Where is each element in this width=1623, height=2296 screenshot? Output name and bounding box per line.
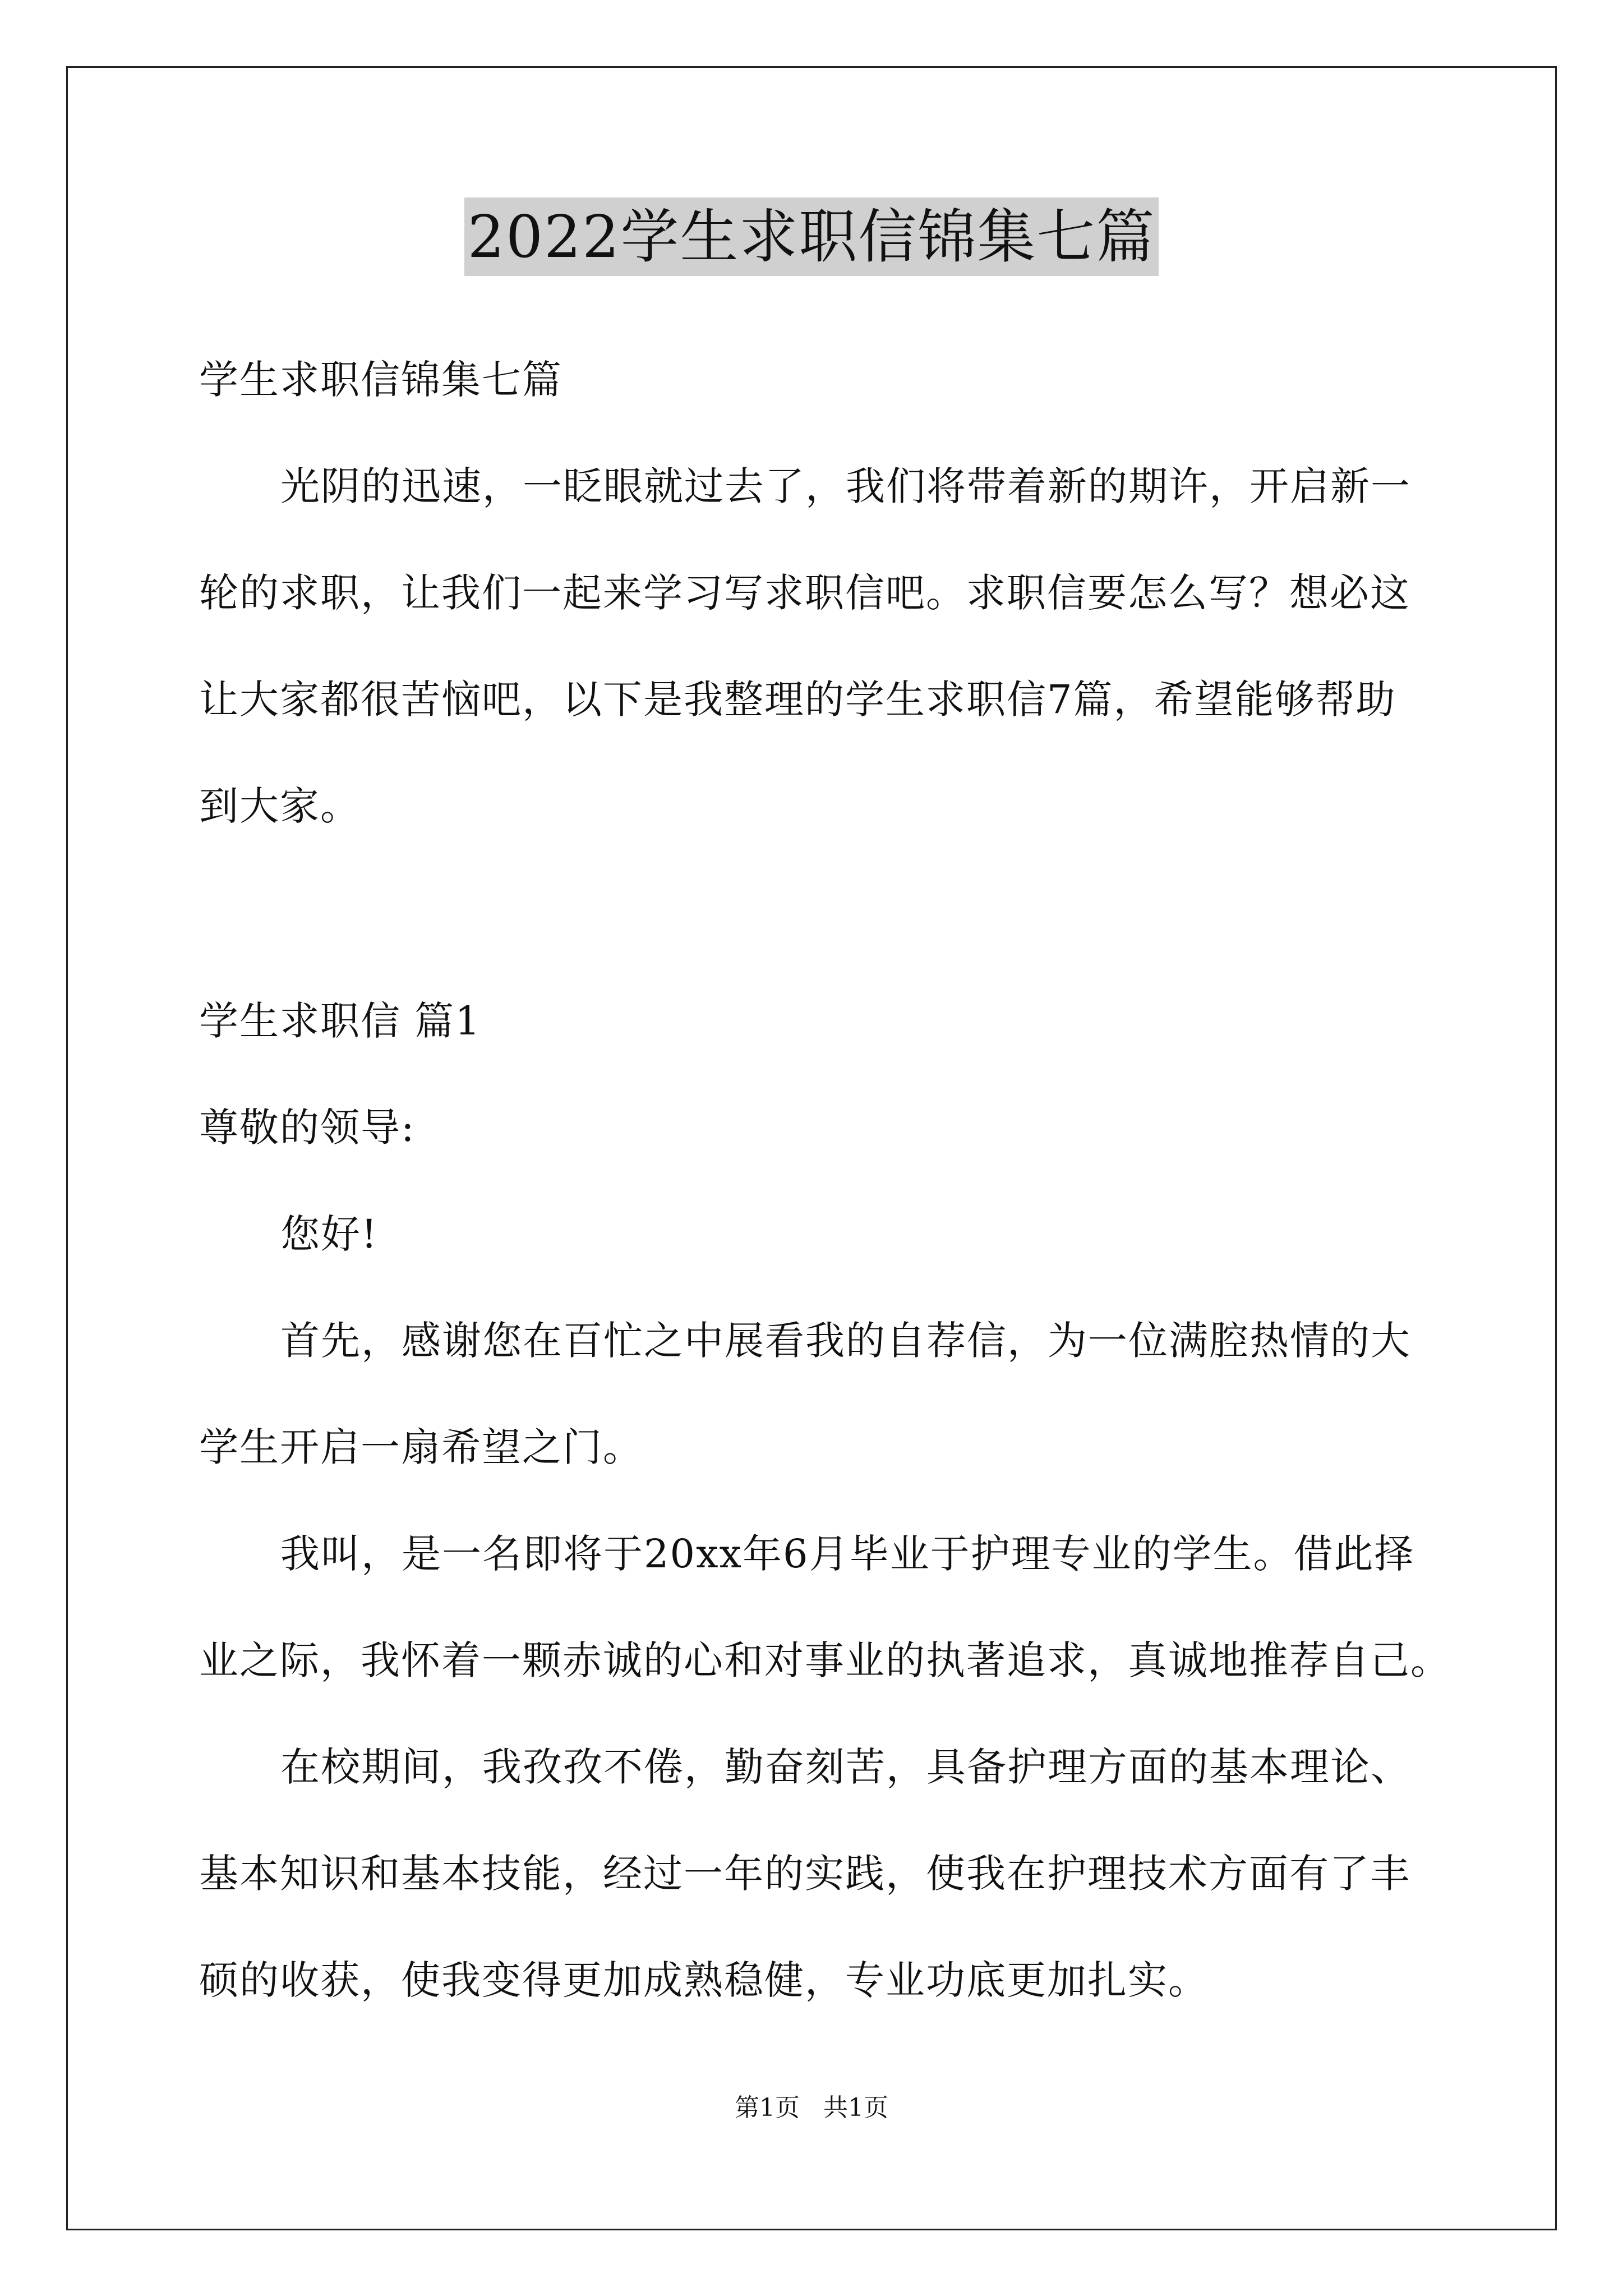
- greeting: 您好!: [280, 1211, 379, 1257]
- paragraph-line: 我叫，是一名即将于20xx年6月毕业于护理专业的学生。借此择: [280, 1531, 1415, 1577]
- document-title: 2022学生求职信锦集七篇: [464, 197, 1159, 276]
- paragraph-line: 业之际，我怀着一颗赤诚的心和对事业的执著追求，真诚地推荐自己。: [199, 1637, 1451, 1683]
- paragraph-line: 基本知识和基本技能，经过一年的实践，使我在护理技术方面有了丰: [199, 1851, 1410, 1897]
- paragraph-line: 在校期间，我孜孜不倦，勤奋刻苦，具备护理方面的基本理论、: [280, 1744, 1411, 1790]
- paragraph-line: 首先，感谢您在百忙之中展看我的自荐信，为一位满腔热情的大: [280, 1318, 1411, 1364]
- salutation: 尊敬的领导:: [199, 1105, 416, 1151]
- intro-line: 轮的求职，让我们一起来学习写求职信吧。求职信要怎么写？想必这: [199, 570, 1410, 616]
- page-footer: 第1页 共1页: [735, 2093, 888, 2122]
- title-container: [0, 197, 1623, 276]
- intro-line: 光阴的迅速，一眨眼就过去了，我们将带着新的期许，开启新一: [280, 463, 1411, 509]
- intro-line: 到大家。: [199, 783, 361, 829]
- paragraph-line: 学生开启一扇希望之门。: [199, 1424, 643, 1470]
- subtitle: 学生求职信锦集七篇: [199, 357, 562, 403]
- paragraph-line: 硕的收获，使我变得更加成熟稳健，专业功底更加扎实。: [199, 1957, 1209, 2003]
- intro-line: 让大家都很苦恼吧，以下是我整理的学生求职信7篇，希望能够帮助: [199, 677, 1396, 723]
- section-heading: 学生求职信 篇1: [199, 998, 481, 1044]
